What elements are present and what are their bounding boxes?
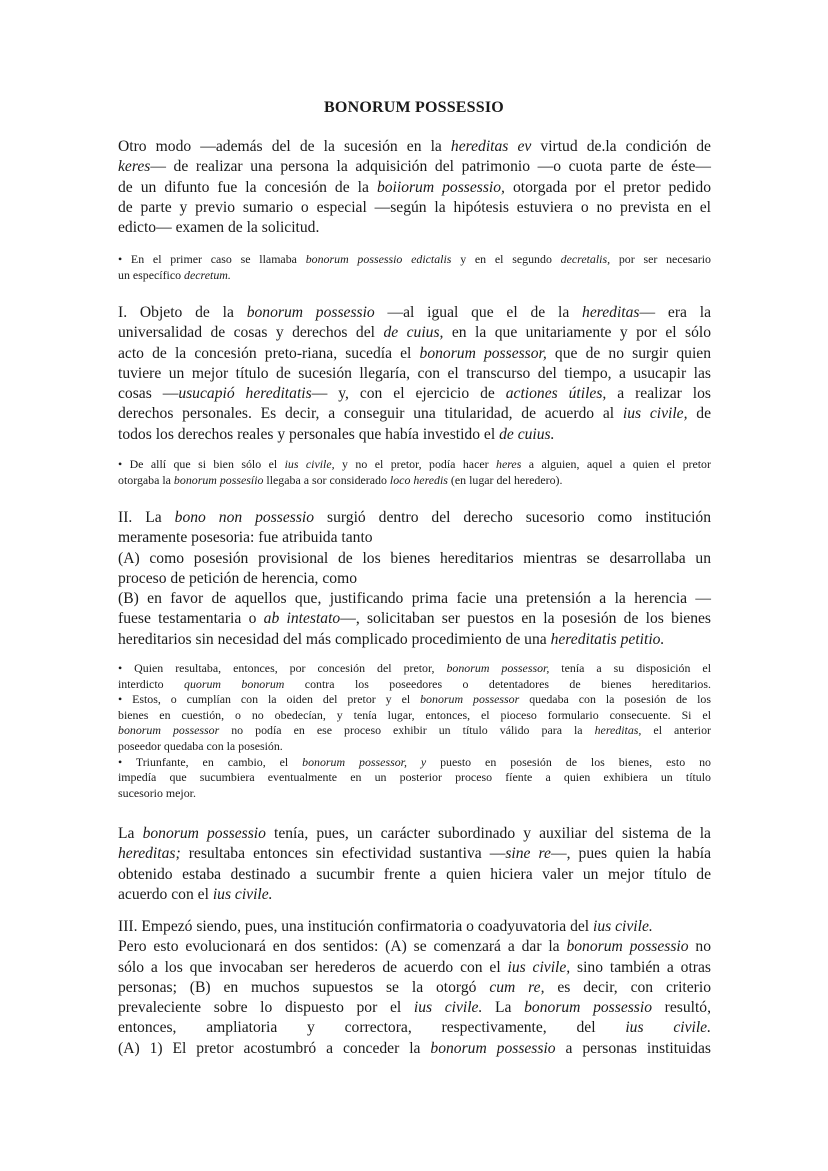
text-run: sucesorio mejor.	[118, 785, 196, 800]
paragraph-intro	[118, 137, 711, 238]
text-line	[118, 198, 711, 218]
text-run: en la que unitariamente y por el sólo	[443, 324, 712, 342]
text-line	[118, 998, 711, 1018]
text-run: (A) como posesión provisional de los bienes hereditarios mientras se desarrollaba un	[118, 549, 711, 567]
italic-term: ius civile.	[593, 918, 653, 935]
italic-term: usucapió hereditatis	[178, 385, 312, 403]
italic-term: bonorum possessio	[246, 304, 375, 321]
text-run: —, solicitaban ser puestos en la posesión de los bienes	[340, 610, 711, 628]
text-line	[118, 178, 711, 198]
text-line	[118, 473, 711, 489]
text-line	[118, 770, 711, 786]
italic-term: de cuius,	[383, 324, 444, 342]
text-line	[118, 218, 711, 238]
italic-term: actiones útiles,	[505, 385, 607, 403]
text-line	[118, 303, 711, 323]
italic-term: bonorum possessio	[430, 1039, 556, 1057]
text-line	[118, 549, 711, 569]
italic-term: quorum bonorum	[184, 676, 285, 691]
text-run: de parte y previo sumario o especial —según la hipótesis estuviera o no prevista en el	[118, 198, 711, 216]
text-run: virtud de.la condición de	[531, 138, 711, 155]
text-line	[118, 885, 711, 905]
text-run: tenía a su disposición el	[549, 661, 711, 675]
text-run: poseedor quedaba con la posesión.	[118, 738, 283, 753]
text-run: derechos personales. Es decir, a conseguir una titularidad, de acuerdo al	[118, 405, 623, 423]
italic-term: bono non possessio	[174, 509, 315, 526]
text-run: (B) en favor de aquellos que, justificando prima facie una pretensión a la herencia —	[118, 590, 711, 608]
text-run: llegaba a sor considerado	[263, 472, 390, 487]
page-title: BONORUM POSSESSIO	[324, 99, 504, 116]
text-line	[118, 978, 711, 998]
text-line	[118, 528, 711, 548]
text-line	[118, 844, 711, 864]
text-line	[118, 508, 711, 528]
text-line	[118, 344, 711, 364]
italic-term: ius civile.	[413, 999, 483, 1017]
text-run: todos los derechos reales y personales que había investido el	[118, 425, 500, 443]
italic-term: ius civile,	[622, 405, 688, 423]
text-line	[118, 323, 711, 343]
italic-term: heres	[496, 457, 522, 471]
text-line	[118, 137, 711, 157]
text-run: puesto en posesión de los bienes, esto no	[426, 754, 711, 769]
text-line	[118, 384, 711, 404]
italic-term: keres	[118, 158, 151, 176]
text-run: y no el pretor, podía hacer	[334, 457, 497, 471]
text-line	[118, 404, 711, 424]
italic-term: bonorum possessor,	[446, 661, 550, 675]
paragraph-subordinado	[118, 824, 711, 905]
text-run: otorgaba la	[118, 472, 174, 487]
text-run: tenía, pues, un carácter subordinado y auxiliar del sistema de la	[265, 825, 711, 842]
text-run: resultaba entonces sin efectividad sustantiva —	[180, 845, 506, 863]
text-run: fuese testamentaria o	[118, 610, 264, 628]
text-run: que de no surgir quien	[546, 344, 712, 362]
text-run: tuviere un mejor título de sucesión llegaría, con el transcurso del tiempo, a usucapir las	[118, 364, 711, 382]
text-line	[118, 589, 711, 609]
text-run: • De allí que si bien sólo el	[118, 457, 285, 471]
text-run: no podía en ese proceso exhibir un título válido para la	[219, 723, 595, 738]
text-run: (A) 1) El pretor acostumbró a conceder la	[118, 1039, 431, 1057]
text-run: a realizar los	[606, 385, 711, 403]
text-run: universalidad de cosas y derechos del	[118, 324, 384, 342]
text-run: edicto— examen de la solicitud.	[118, 219, 320, 237]
text-line	[118, 824, 711, 844]
text-run: es decir, con criterio	[544, 978, 712, 996]
paragraph-evolucion	[118, 917, 711, 1059]
italic-term: bonorum possessor	[118, 723, 220, 738]
text-run: prevaleciente sobre lo dispuesto por el	[118, 999, 414, 1017]
text-line	[118, 786, 711, 802]
text-line	[118, 569, 711, 589]
text-run: (en lugar del heredero).	[447, 472, 563, 487]
text-run: —, pues quien la había	[550, 845, 711, 863]
text-run: contra los poseedores o detentadores de bienes hereditarios.	[284, 676, 711, 691]
text-run: — y, con el ejercicio de	[311, 385, 506, 403]
text-run: interdicto	[118, 676, 184, 691]
text-run: sólo a los que invocaban ser herederos de acuerdo con el	[118, 958, 508, 976]
text-run: III. Empezó siendo, pues, una institución confirmatoria o coadyuvatoria del	[118, 918, 594, 935]
italic-term: bonorum possessio	[142, 825, 266, 842]
italic-term: bonorum possessio	[524, 999, 653, 1017]
text-run: y en el segundo	[451, 252, 561, 266]
text-run: proceso de petición de herencia, como	[118, 569, 358, 587]
text-run: • En el primer caso se llamaba	[118, 252, 306, 266]
text-run: —al igual que el de la	[374, 304, 583, 321]
text-run: La	[118, 825, 143, 842]
italic-term: bonorum possessor	[420, 692, 520, 707]
text-line	[118, 937, 711, 957]
italic-term: bonorum possessor,	[419, 344, 547, 362]
italic-term: ius civile,	[284, 457, 335, 471]
text-run: — de realizar una persona la adquisición del patrimonio —o cuota parte de éste—	[150, 158, 711, 176]
text-run: • Quien resultaba, entonces, por concesión del pretor,	[118, 661, 447, 675]
footnote-ius-civile	[118, 457, 711, 488]
text-run: resultó,	[652, 999, 712, 1017]
text-line	[118, 958, 711, 978]
text-run: de un difunto fue la concesión de la	[118, 178, 377, 196]
text-run: personas; (B) en muchos supuestos se la otorgó	[118, 978, 490, 996]
italic-term: decretum.	[184, 267, 231, 282]
text-run: Otro modo —además del de la sucesión en la	[118, 138, 451, 155]
text-run: — era la	[639, 304, 711, 321]
text-line	[118, 661, 711, 677]
text-line	[118, 252, 711, 268]
text-run: • Estos, o cumplían con la oiden del pretor y el	[118, 692, 421, 707]
italic-term: hereditas;	[118, 845, 181, 863]
text-run: a alguien, aquel a quien el pretor	[521, 457, 711, 471]
text-line	[118, 755, 711, 771]
footnote-edictalis	[118, 252, 711, 283]
text-run: impedía que sucumbiera eventualmente en un posterior proceso fíente a quien exhibiera un título	[118, 770, 711, 785]
text-run: no	[688, 938, 711, 956]
text-run: surgió dentro del derecho sucesorio como institución	[314, 509, 712, 526]
italic-term: hereditas	[582, 304, 640, 321]
text-run: sino también a otras	[570, 958, 711, 976]
text-run: meramente posesoria: fue atribuida tanto	[118, 529, 373, 547]
italic-term: hereditas,	[594, 723, 642, 738]
italic-term: ab intestato	[263, 610, 341, 628]
italic-term: loco heredis	[389, 472, 448, 487]
italic-term: hereditas ev	[450, 138, 532, 155]
italic-term: ius civile.	[212, 885, 273, 903]
text-line	[118, 865, 711, 885]
italic-term: sine re	[505, 845, 551, 863]
text-run: quedaba con la posesión de los	[519, 692, 711, 707]
text-line	[118, 708, 711, 724]
text-line	[118, 692, 711, 708]
text-run: de	[687, 405, 711, 423]
text-line	[118, 1039, 711, 1059]
text-line	[118, 739, 711, 755]
text-line	[118, 917, 711, 937]
italic-term: boiiorum possessio,	[376, 178, 505, 196]
italic-term: decretalis,	[560, 252, 611, 266]
text-run: cosas —	[118, 385, 179, 403]
text-run: II. La	[118, 509, 175, 526]
italic-term: cum re,	[489, 978, 545, 996]
text-line	[118, 723, 711, 739]
italic-term: bonorum possessio edictalis	[305, 252, 452, 266]
text-run: un específico	[118, 267, 185, 282]
text-line	[118, 157, 711, 177]
italic-term: ius civile,	[507, 958, 571, 976]
text-line	[118, 1018, 711, 1038]
italic-term: bonorum possessio	[566, 938, 689, 956]
text-run: otorgada por el pretor pedido	[504, 178, 711, 196]
italic-term: ius civile.	[625, 1019, 711, 1037]
paragraph-objeto	[118, 303, 711, 445]
text-run: el anterior	[641, 723, 712, 738]
text-run: por ser necesario	[610, 252, 711, 266]
text-line	[118, 677, 711, 693]
paragraph-posesoria	[118, 508, 711, 650]
text-run: hereditarios sin necesidad del más complicado procedimiento de una	[118, 630, 551, 648]
text-line	[118, 364, 711, 384]
text-run: I. Objeto de la	[118, 304, 247, 321]
text-run: a personas instituidas	[555, 1039, 711, 1057]
text-run: bienes en cuestión, o no obedecían, y tenía lugar, entonces, el pioceso formulario consecuente. Si el	[118, 707, 711, 722]
italic-term: de cuius.	[499, 425, 555, 443]
text-line	[118, 457, 711, 473]
notes-bonorum-possessor	[118, 661, 711, 801]
text-run: Pero esto evolucionará en dos sentidos: (A) se comenzará a dar la	[118, 938, 567, 956]
italic-term: bonorum possessor, y	[302, 754, 427, 769]
text-run: La	[482, 999, 525, 1017]
text-line	[118, 425, 711, 445]
text-line	[118, 268, 711, 284]
text-run: • Triunfante, en cambio, el	[118, 754, 303, 769]
text-run: acuerdo con el	[118, 885, 213, 903]
text-run: acto de la concesión preto-riana, sucedía el	[118, 344, 420, 362]
italic-term: bonorum possesíio	[173, 472, 264, 487]
text-line	[118, 609, 711, 629]
text-run: obtenido estaba destinado a sucumbir frente a quien hiciera valer un mejor título de	[118, 865, 711, 883]
italic-term: hereditatis petitio.	[550, 630, 665, 648]
text-line	[118, 630, 711, 650]
text-run: entonces, ampliatoria y correctora, respectivamente, del	[118, 1019, 626, 1037]
